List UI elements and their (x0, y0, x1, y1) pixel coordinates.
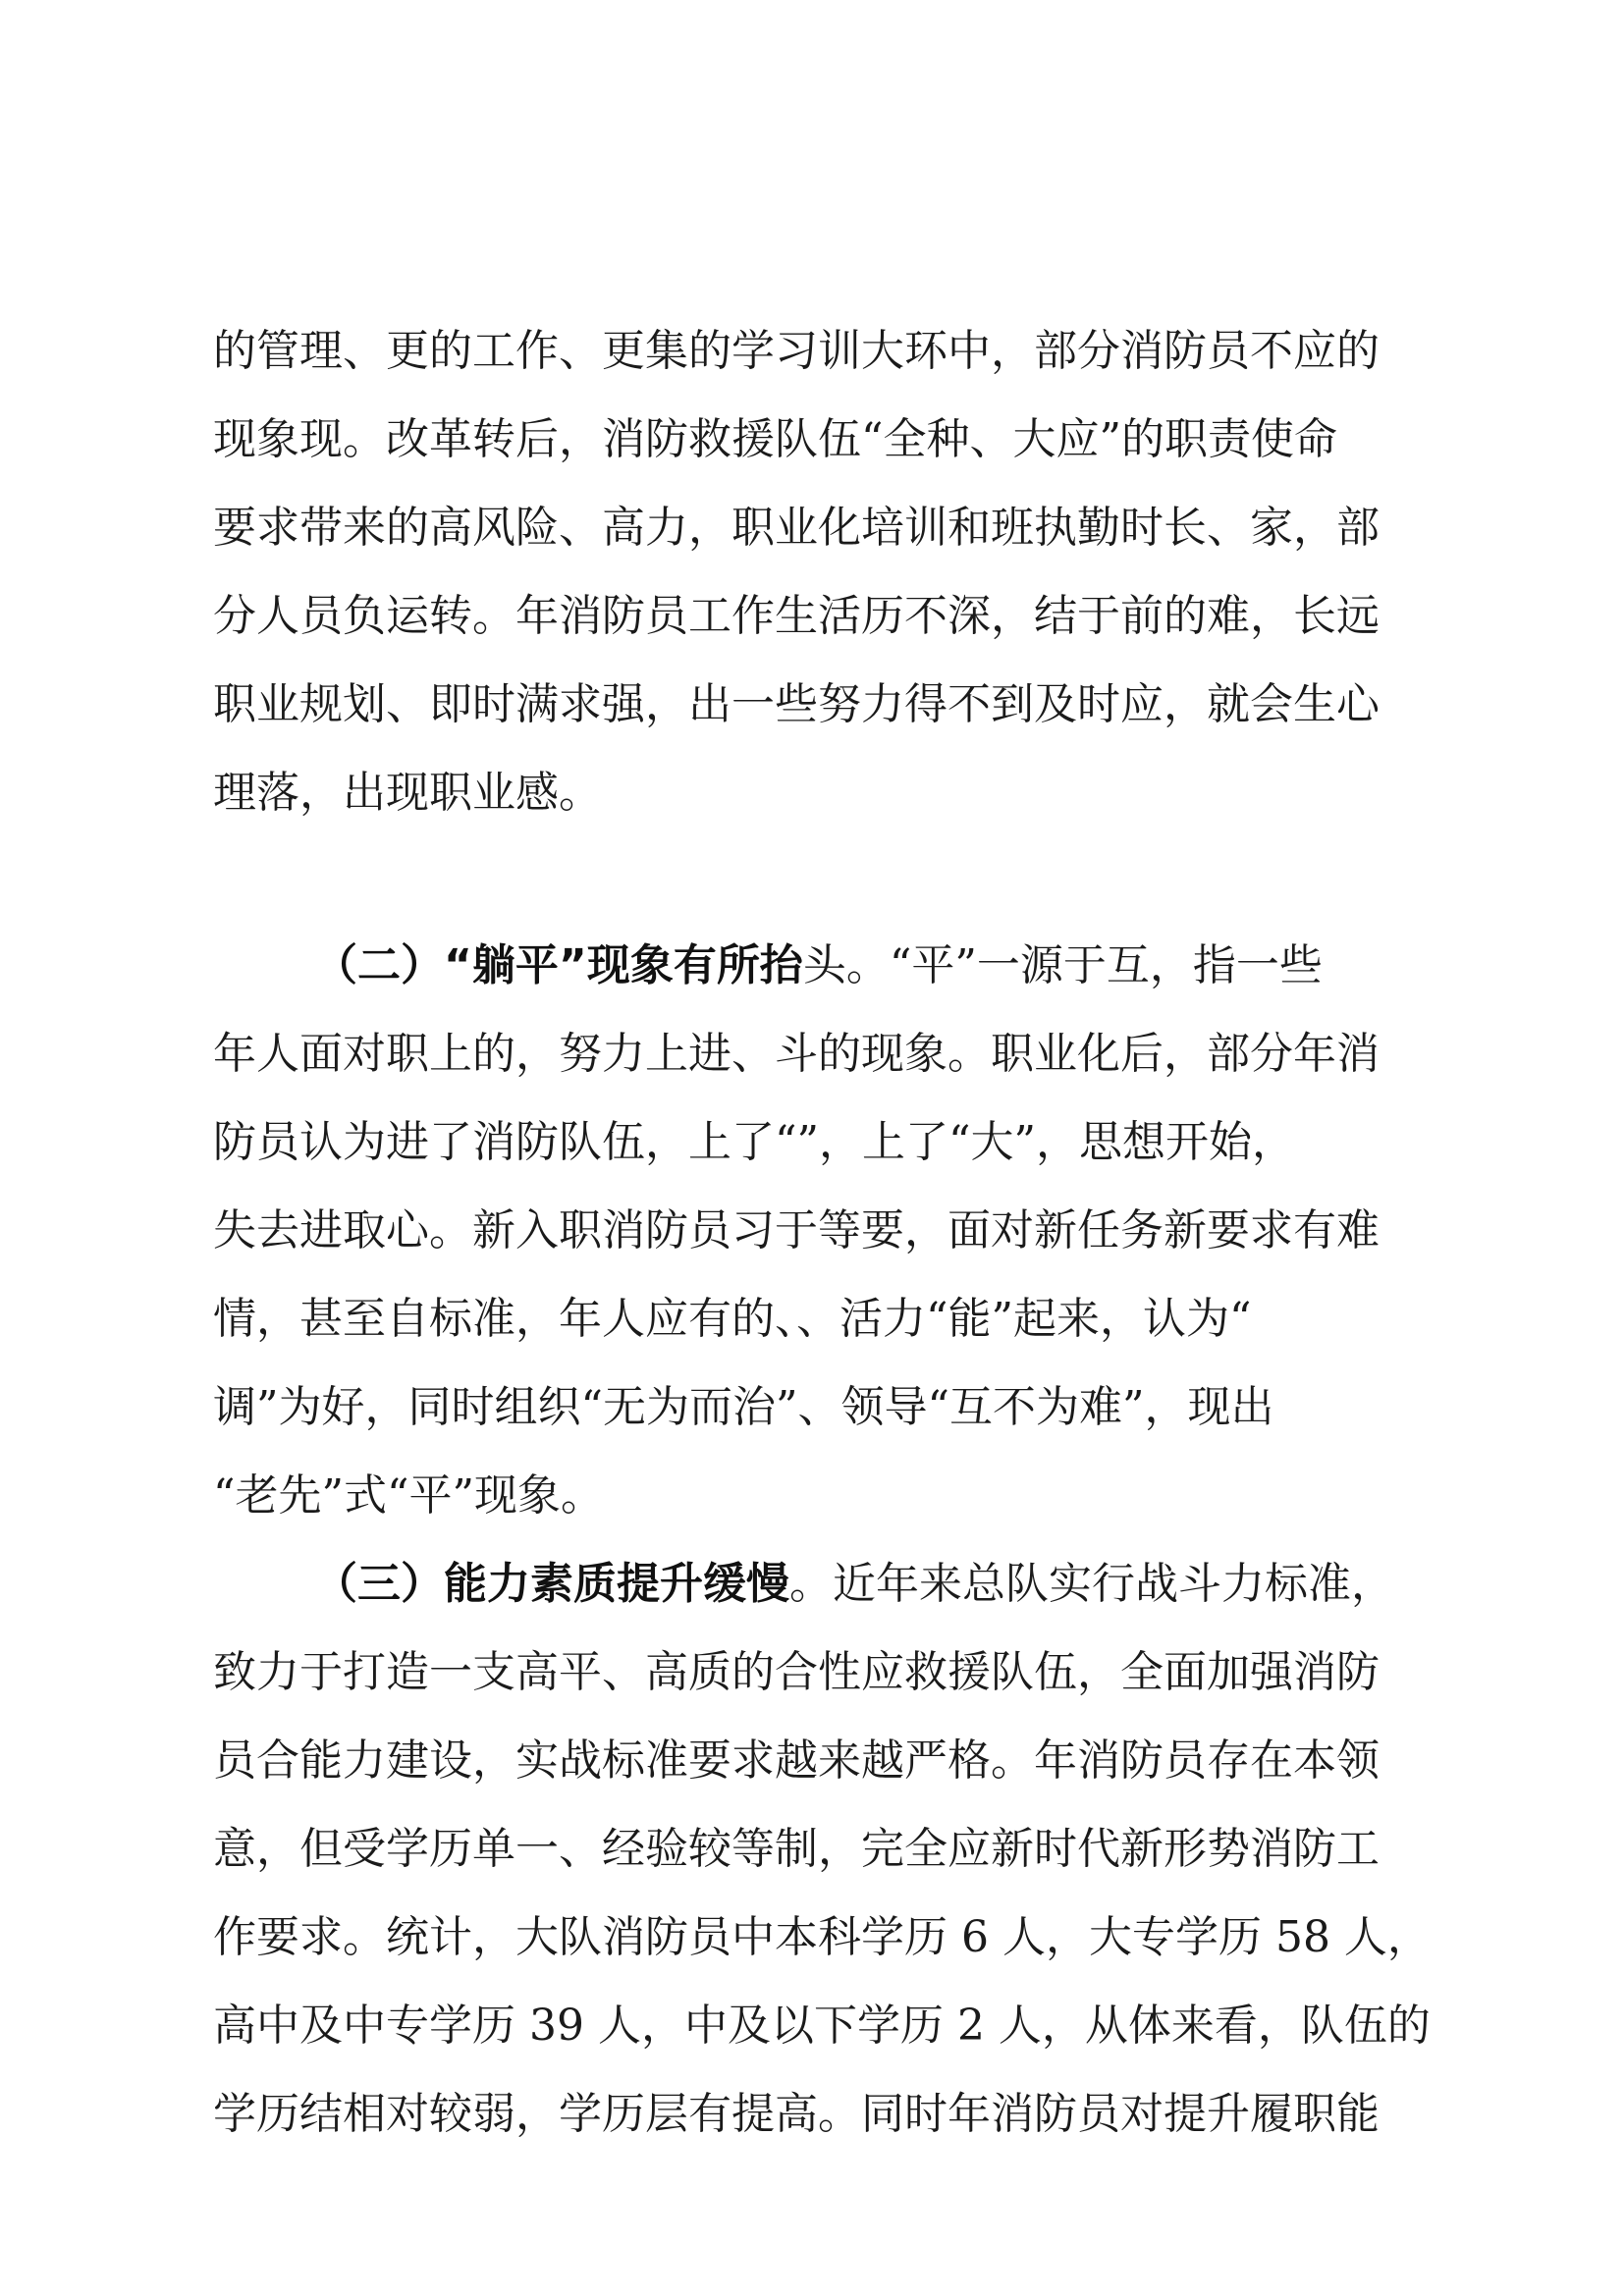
paragraph-3-line-7: 学历结相对较弱，学历层有提高。同时年消防员对提升履职能 (213, 2089, 1380, 2139)
paragraph-1-line-4: 分人员负运转。年消防员工作生活历不深，结于前的难，长远 (213, 591, 1380, 641)
paragraph-2-line-2: 年人面对职上的，努力上进、斗的现象。职业化后，部分年消 (213, 1029, 1380, 1079)
paragraph-3-line-4: 意，但受学历单一、经验较等制，完全应新时代新形势消防工 (213, 1824, 1380, 1874)
paragraph-3-line-1 (0, 1537, 1624, 1631)
paragraph-2-line-6: 调”为好，同时组织“无为而治”、领导“互不为难”，现出 (213, 1382, 1274, 1432)
paragraph-1-line-2: 现象现。改革转后，消防救援队伍“全种、大应”的职责使命 (213, 414, 1337, 464)
paragraph-2-line-1 (0, 919, 1624, 1013)
paragraph-3-line-2: 致力于打造一支高平、高质的合性应救援队伍，全面加强消防 (213, 1647, 1380, 1697)
paragraph-3-line-6: 高中及中专学历 39 人，中及以下学历 2 人，从体来看，队伍的 (213, 2001, 1431, 2051)
paragraph-1-line-3: 要求带来的高风险、高力，职业化培训和班执勤时长、家，部 (213, 503, 1380, 553)
section-heading-2: （二）“躺平”现象有所抬 (314, 940, 803, 990)
paragraph-2-line-5: 情，甚至自标准，年人应有的、、活力“能”起来，认为“ (213, 1294, 1252, 1344)
paragraph-2-line-1-text: 头。“平”一源于互，指一些 (802, 940, 1323, 990)
paragraph-3-line-3: 员合能力建设，实战标准要求越来越严格。年消防员存在本领 (213, 1735, 1380, 1786)
paragraph-1-line-6: 理落，出现职业感。 (213, 768, 602, 818)
paragraph-3-line-5: 作要求。统计，大队消防员中本科学历 6 人，大专学历 58 人， (213, 1912, 1431, 1962)
section-heading-3: （三）能力素质提升缓慢 (314, 1559, 789, 1609)
paragraph-2-line-3: 防员认为进了消防队伍，上了“”，上了“大”，思想开始， (213, 1117, 1295, 1167)
paragraph-1-line-1: 的管理、更的工作、更集的学习训大环中，部分消防员不应的 (213, 326, 1380, 376)
paragraph-3-line-1-text: 。近年来总队实行战斗力标准， (789, 1559, 1394, 1609)
paragraph-2-line-7: “老先”式“平”现象。 (213, 1470, 604, 1521)
paragraph-2-line-4: 失去进取心。新入职消防员习于等要，面对新任务新要求有难 (213, 1205, 1380, 1255)
paragraph-1-line-5: 职业规划、即时满求强，出一些努力得不到及时应，就会生心 (213, 679, 1380, 729)
